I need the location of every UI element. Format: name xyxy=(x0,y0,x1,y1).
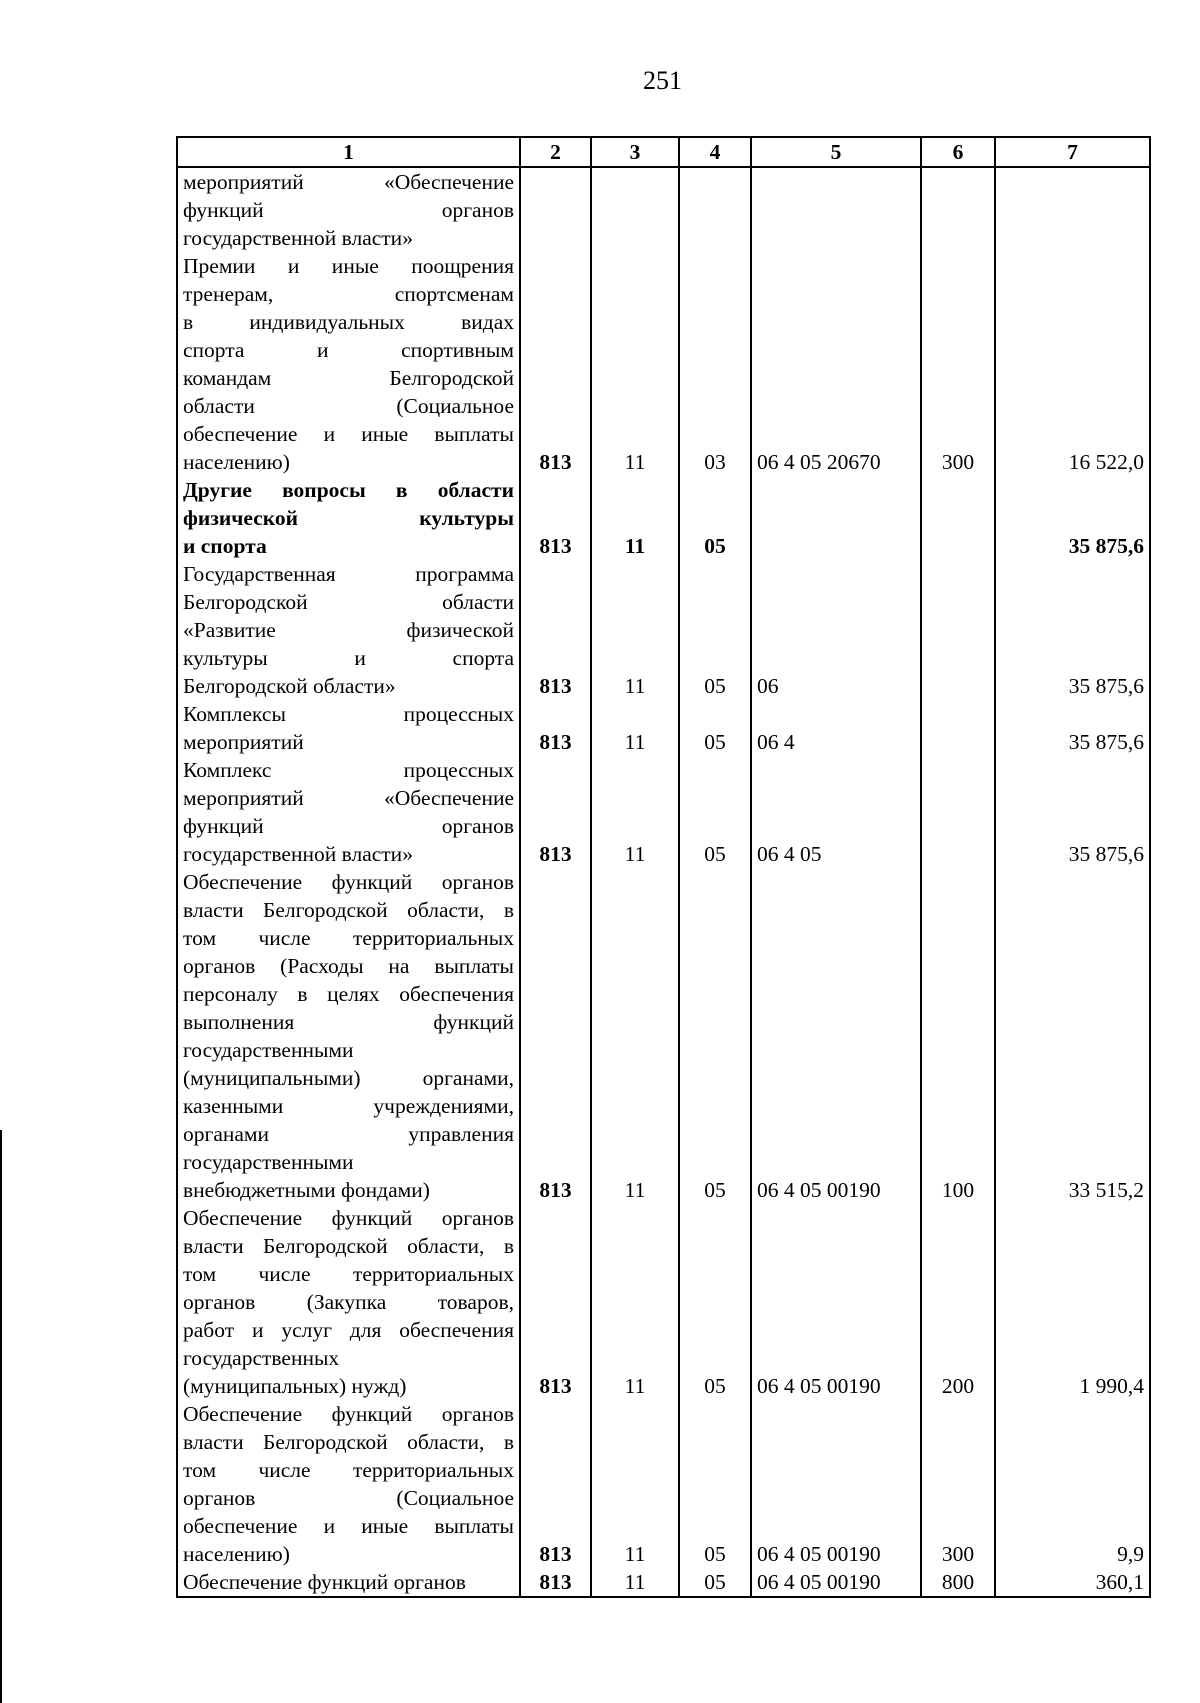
row-name-line: мероприятий «Обеспечение xyxy=(183,786,514,810)
row-name-line: функций органов xyxy=(183,814,514,838)
column-header: 3 xyxy=(591,137,679,167)
cell-c6: 300 xyxy=(921,252,995,476)
cell-c7: 35 875,6 xyxy=(995,560,1150,700)
row-name-line: работ и услуг для обеспечения xyxy=(183,1318,514,1342)
cell-c3: 11 xyxy=(591,560,679,700)
row-name-line: Обеспечение функций органов xyxy=(183,1570,466,1594)
row-name-cell xyxy=(177,1204,520,1400)
row-name-line: (муниципальных) нужд) xyxy=(183,1374,407,1398)
cell-c3: 11 xyxy=(591,756,679,868)
table-row xyxy=(177,1568,1150,1597)
cell-c5: 06 4 05 00190 xyxy=(751,1400,921,1568)
column-header: 7 xyxy=(995,137,1150,167)
cell-c3: 11 xyxy=(591,1400,679,1568)
row-name-line: органов (Социальное xyxy=(183,1486,514,1510)
cell-c3: 11 xyxy=(591,1204,679,1400)
cell-c4 xyxy=(679,167,751,252)
cell-c7: 16 522,0 xyxy=(995,252,1150,476)
cell-c5: 06 4 05 00190 xyxy=(751,1568,921,1597)
cell-c4: 05 xyxy=(679,700,751,756)
cell-c6: 200 xyxy=(921,1204,995,1400)
cell-c2 xyxy=(520,167,591,252)
row-name-line: Обеспечение функций органов xyxy=(183,1402,514,1426)
row-name-cell xyxy=(177,1568,520,1597)
cell-c4: 05 xyxy=(679,476,751,560)
cell-c7: 9,9 xyxy=(995,1400,1150,1568)
scan-edge-line xyxy=(0,1130,2,1703)
cell-c2: 813 xyxy=(520,476,591,560)
row-name-line: органов (Расходы на выплаты xyxy=(183,954,514,978)
cell-c2: 813 xyxy=(520,1204,591,1400)
row-name-cell xyxy=(177,476,520,560)
table-header-row xyxy=(177,137,1150,167)
cell-c6 xyxy=(921,167,995,252)
row-name-line: власти Белгородской области, в xyxy=(183,1430,514,1454)
cell-c5 xyxy=(751,167,921,252)
cell-c7: 35 875,6 xyxy=(995,476,1150,560)
cell-c2: 813 xyxy=(520,868,591,1204)
cell-c7 xyxy=(995,167,1150,252)
column-header: 5 xyxy=(751,137,921,167)
cell-c7: 33 515,2 xyxy=(995,868,1150,1204)
cell-c3: 11 xyxy=(591,476,679,560)
row-name-cell xyxy=(177,756,520,868)
row-name-line: населению) xyxy=(183,450,290,474)
row-name-line: Комплексы процессных xyxy=(183,702,514,726)
row-name-line: мероприятий «Обеспечение xyxy=(183,170,514,194)
cell-c5: 06 4 05 xyxy=(751,756,921,868)
row-name-line: государственной власти» xyxy=(183,842,413,866)
cell-c2: 813 xyxy=(520,1568,591,1597)
table-row xyxy=(177,756,1150,868)
column-header: 6 xyxy=(921,137,995,167)
cell-c7: 360,1 xyxy=(995,1568,1150,1597)
table-row xyxy=(177,868,1150,1204)
row-name-line: физической культуры xyxy=(183,506,514,530)
row-name-line: мероприятий xyxy=(183,730,304,754)
row-name-line: Обеспечение функций органов xyxy=(183,870,514,894)
row-name-cell xyxy=(177,252,520,476)
cell-c2: 813 xyxy=(520,252,591,476)
row-name-line: государственными xyxy=(183,1150,354,1174)
cell-c3: 11 xyxy=(591,700,679,756)
row-name-line: том числе территориальных xyxy=(183,1458,514,1482)
table-row xyxy=(177,167,1150,252)
row-name-line: Государственная программа xyxy=(183,562,514,586)
budget-table xyxy=(176,136,1151,1598)
row-name-line: власти Белгородской области, в xyxy=(183,898,514,922)
column-header: 4 xyxy=(679,137,751,167)
row-name-line: органами управления xyxy=(183,1122,514,1146)
row-name-line: «Развитие физической xyxy=(183,618,514,642)
table-row xyxy=(177,476,1150,560)
table-row xyxy=(177,700,1150,756)
row-name-line: и спорта xyxy=(183,534,267,558)
cell-c5: 06 4 05 00190 xyxy=(751,868,921,1204)
table-row xyxy=(177,1204,1150,1400)
cell-c3: 11 xyxy=(591,868,679,1204)
row-name-line: спорта и спортивным xyxy=(183,338,514,362)
row-name-line: функций органов xyxy=(183,198,514,222)
row-name-line: органов (Закупка товаров, xyxy=(183,1290,514,1314)
row-name-line: командам Белгородской xyxy=(183,366,514,390)
row-name-line: государственными xyxy=(183,1038,354,1062)
cell-c5: 06 4 05 00190 xyxy=(751,1204,921,1400)
cell-c4: 03 xyxy=(679,252,751,476)
row-name-line: Обеспечение функций органов xyxy=(183,1206,514,1230)
row-name-line: том числе территориальных xyxy=(183,1262,514,1286)
cell-c6 xyxy=(921,756,995,868)
row-name-cell xyxy=(177,1400,520,1568)
row-name-line: (муниципальными) органами, xyxy=(183,1066,514,1090)
row-name-line: государственной власти» xyxy=(183,226,413,250)
row-name-line: персоналу в целях обеспечения xyxy=(183,982,514,1006)
row-name-line: государственных xyxy=(183,1346,340,1370)
row-name-line: выполнения функций xyxy=(183,1010,514,1034)
row-name-line: внебюджетными фондами) xyxy=(183,1178,430,1202)
cell-c6 xyxy=(921,476,995,560)
page-number: 251 xyxy=(643,66,682,95)
cell-c2: 813 xyxy=(520,700,591,756)
row-name-line: Другие вопросы в области xyxy=(183,478,514,502)
row-name-line: обеспечение и иные выплаты xyxy=(183,1514,514,1538)
cell-c5: 06 xyxy=(751,560,921,700)
cell-c6: 800 xyxy=(921,1568,995,1597)
row-name-line: Белгородской области xyxy=(183,590,514,614)
cell-c6: 300 xyxy=(921,1400,995,1568)
row-name-line: обеспечение и иные выплаты xyxy=(183,422,514,446)
table-body xyxy=(177,167,1150,1597)
cell-c4: 05 xyxy=(679,1204,751,1400)
table-row xyxy=(177,252,1150,476)
cell-c7: 35 875,6 xyxy=(995,700,1150,756)
cell-c2: 813 xyxy=(520,1400,591,1568)
row-name-cell xyxy=(177,700,520,756)
row-name-line: Комплекс процессных xyxy=(183,758,514,782)
cell-c4: 05 xyxy=(679,1400,751,1568)
table-row xyxy=(177,1400,1150,1568)
cell-c5 xyxy=(751,476,921,560)
cell-c2: 813 xyxy=(520,756,591,868)
column-header: 1 xyxy=(177,137,520,167)
column-header: 2 xyxy=(520,137,591,167)
cell-c7: 1 990,4 xyxy=(995,1204,1150,1400)
row-name-line: тренерам, спортсменам xyxy=(183,282,514,306)
cell-c6 xyxy=(921,700,995,756)
cell-c4: 05 xyxy=(679,756,751,868)
cell-c3: 11 xyxy=(591,1568,679,1597)
row-name-line: области (Социальное xyxy=(183,394,514,418)
cell-c5: 06 4 05 20670 xyxy=(751,252,921,476)
row-name-line: в индивидуальных видах xyxy=(183,310,514,334)
row-name-line: Премии и иные поощрения xyxy=(183,254,514,278)
row-name-line: населению) xyxy=(183,1542,290,1566)
row-name-line: власти Белгородской области, в xyxy=(183,1234,514,1258)
row-name-line: Белгородской области» xyxy=(183,674,396,698)
cell-c3: 11 xyxy=(591,252,679,476)
cell-c4: 05 xyxy=(679,1568,751,1597)
row-name-cell xyxy=(177,868,520,1204)
cell-c4: 05 xyxy=(679,560,751,700)
row-name-line: культуры и спорта xyxy=(183,646,514,670)
cell-c4: 05 xyxy=(679,868,751,1204)
cell-c6: 100 xyxy=(921,868,995,1204)
table-row xyxy=(177,560,1150,700)
cell-c5: 06 4 xyxy=(751,700,921,756)
cell-c3 xyxy=(591,167,679,252)
row-name-line: казенными учреждениями, xyxy=(183,1094,514,1118)
row-name-cell xyxy=(177,560,520,700)
cell-c6 xyxy=(921,560,995,700)
cell-c2: 813 xyxy=(520,560,591,700)
row-name-cell xyxy=(177,167,520,252)
cell-c7: 35 875,6 xyxy=(995,756,1150,868)
row-name-line: том числе территориальных xyxy=(183,926,514,950)
